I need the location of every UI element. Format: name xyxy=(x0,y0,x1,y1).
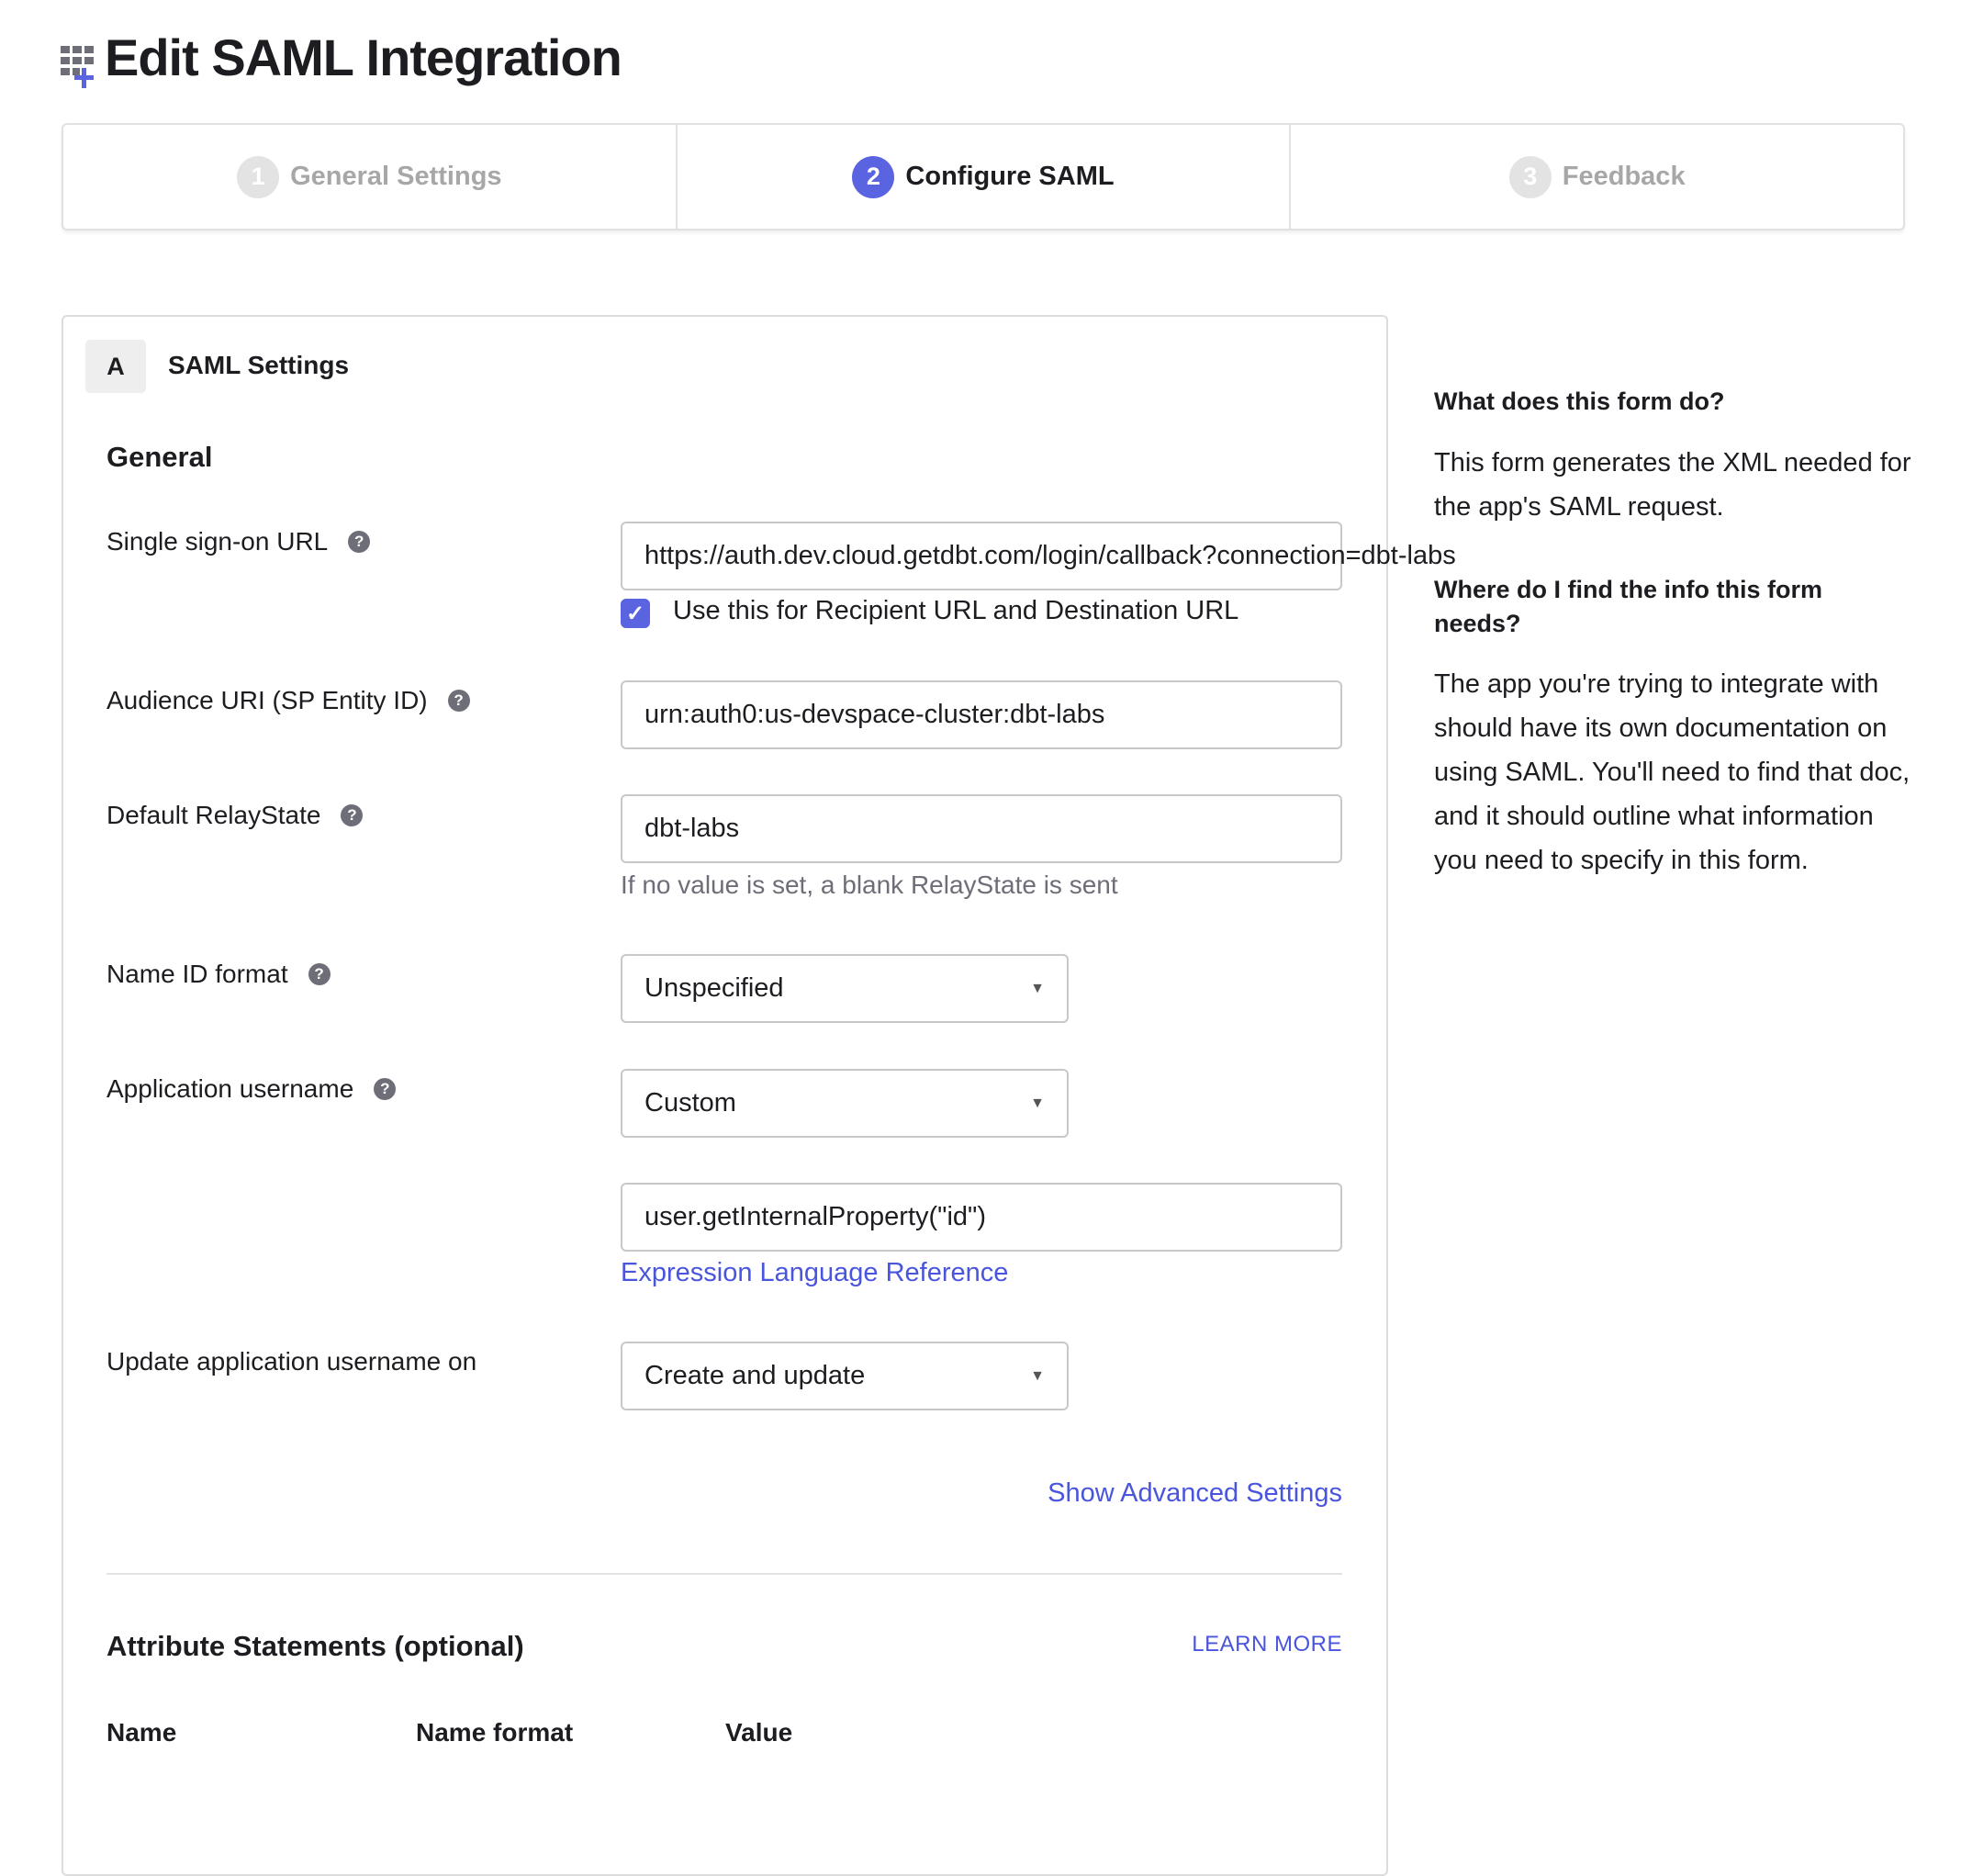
label-text: Audience URI (SP Entity ID) xyxy=(106,686,428,714)
relaystate-hint: If no value is set, a blank RelayState is sent xyxy=(621,871,1118,899)
section-badge: A xyxy=(85,340,146,393)
attribute-statements-heading: Attribute Statements (optional) xyxy=(106,1630,524,1662)
update-username-select[interactable] xyxy=(621,1342,1069,1410)
username-expression-input[interactable]: user.getInternalProperty("id") xyxy=(621,1183,1342,1252)
sso-url-label xyxy=(106,527,370,556)
column-header-name-format: Name format xyxy=(416,1718,574,1747)
label-text: Single sign-on URL xyxy=(106,527,329,556)
audience-uri-label xyxy=(106,686,470,715)
show-advanced-settings-link[interactable]: Show Advanced Settings xyxy=(1048,1478,1342,1508)
audience-uri-input[interactable]: urn:auth0:us-devspace-cluster:dbt-labs xyxy=(621,680,1342,749)
page-title: Edit SAML Integration xyxy=(105,28,622,86)
step-label: Feedback xyxy=(1562,162,1686,191)
step-label: General Settings xyxy=(290,162,502,191)
section-heading-general: General xyxy=(106,441,213,473)
relaystate-input[interactable]: dbt-labs xyxy=(621,794,1342,863)
caret-down-icon: ▼ xyxy=(1030,980,1045,996)
help-icon[interactable]: ? xyxy=(448,690,470,712)
update-username-label xyxy=(106,1347,476,1376)
wizard-stepper xyxy=(62,123,1905,230)
help-icon[interactable]: ? xyxy=(308,963,331,985)
step-configure-saml[interactable] xyxy=(676,125,1290,229)
learn-more-link[interactable]: LEARN MORE xyxy=(1192,1632,1342,1657)
recipient-url-checkbox-label[interactable]: Use this for Recipient URL and Destination URL xyxy=(673,596,1239,625)
select-value: Create and update xyxy=(644,1361,866,1390)
expression-language-reference-link[interactable]: Expression Language Reference xyxy=(621,1258,1009,1287)
select-value: Unspecified xyxy=(644,973,784,1003)
step-feedback[interactable] xyxy=(1289,125,1903,229)
help-question-2: Where do I find the info this form needs? xyxy=(1434,576,1822,637)
help-answer-2: The app you're trying to integrate with should have its own documentation on using SAML. You'll need to find that doc, and it should outline what information you need to specify in this form. xyxy=(1434,669,1911,875)
label-text: Name ID format xyxy=(106,960,288,988)
column-header-value: Value xyxy=(725,1718,793,1747)
name-id-format-label xyxy=(106,960,331,989)
recipient-url-checkbox[interactable]: ✓ xyxy=(621,599,650,628)
label-text: Application username xyxy=(106,1074,354,1103)
label-text: Default RelayState xyxy=(106,801,321,829)
caret-down-icon: ▼ xyxy=(1030,1095,1045,1111)
caret-down-icon: ▼ xyxy=(1030,1367,1045,1384)
help-icon[interactable]: ? xyxy=(341,804,363,826)
select-value: Custom xyxy=(644,1088,736,1118)
divider xyxy=(106,1573,1342,1575)
relaystate-label xyxy=(106,801,363,830)
help-answer-1: This form generates the XML needed for the app's SAML request. xyxy=(1434,448,1911,522)
step-general-settings[interactable] xyxy=(63,125,676,229)
sso-url-input[interactable]: https://auth.dev.cloud.getdbt.com/login/callback?connection=dbt-labs xyxy=(621,522,1342,590)
app-grid-plus-icon xyxy=(61,46,97,88)
help-icon[interactable]: ? xyxy=(374,1078,396,1100)
name-id-format-select[interactable] xyxy=(621,954,1069,1023)
card-title: SAML Settings xyxy=(168,351,350,379)
application-username-select[interactable] xyxy=(621,1069,1069,1138)
step-label: Configure SAML xyxy=(905,162,1115,191)
column-header-name: Name xyxy=(106,1718,177,1747)
help-icon[interactable]: ? xyxy=(348,531,370,553)
step-number: 2 xyxy=(852,156,894,198)
application-username-label xyxy=(106,1074,396,1104)
label-text: Update application username on xyxy=(106,1347,477,1376)
step-number: 3 xyxy=(1509,156,1552,198)
help-question-1: What does this form do? xyxy=(1434,388,1725,415)
step-number: 1 xyxy=(237,156,279,198)
